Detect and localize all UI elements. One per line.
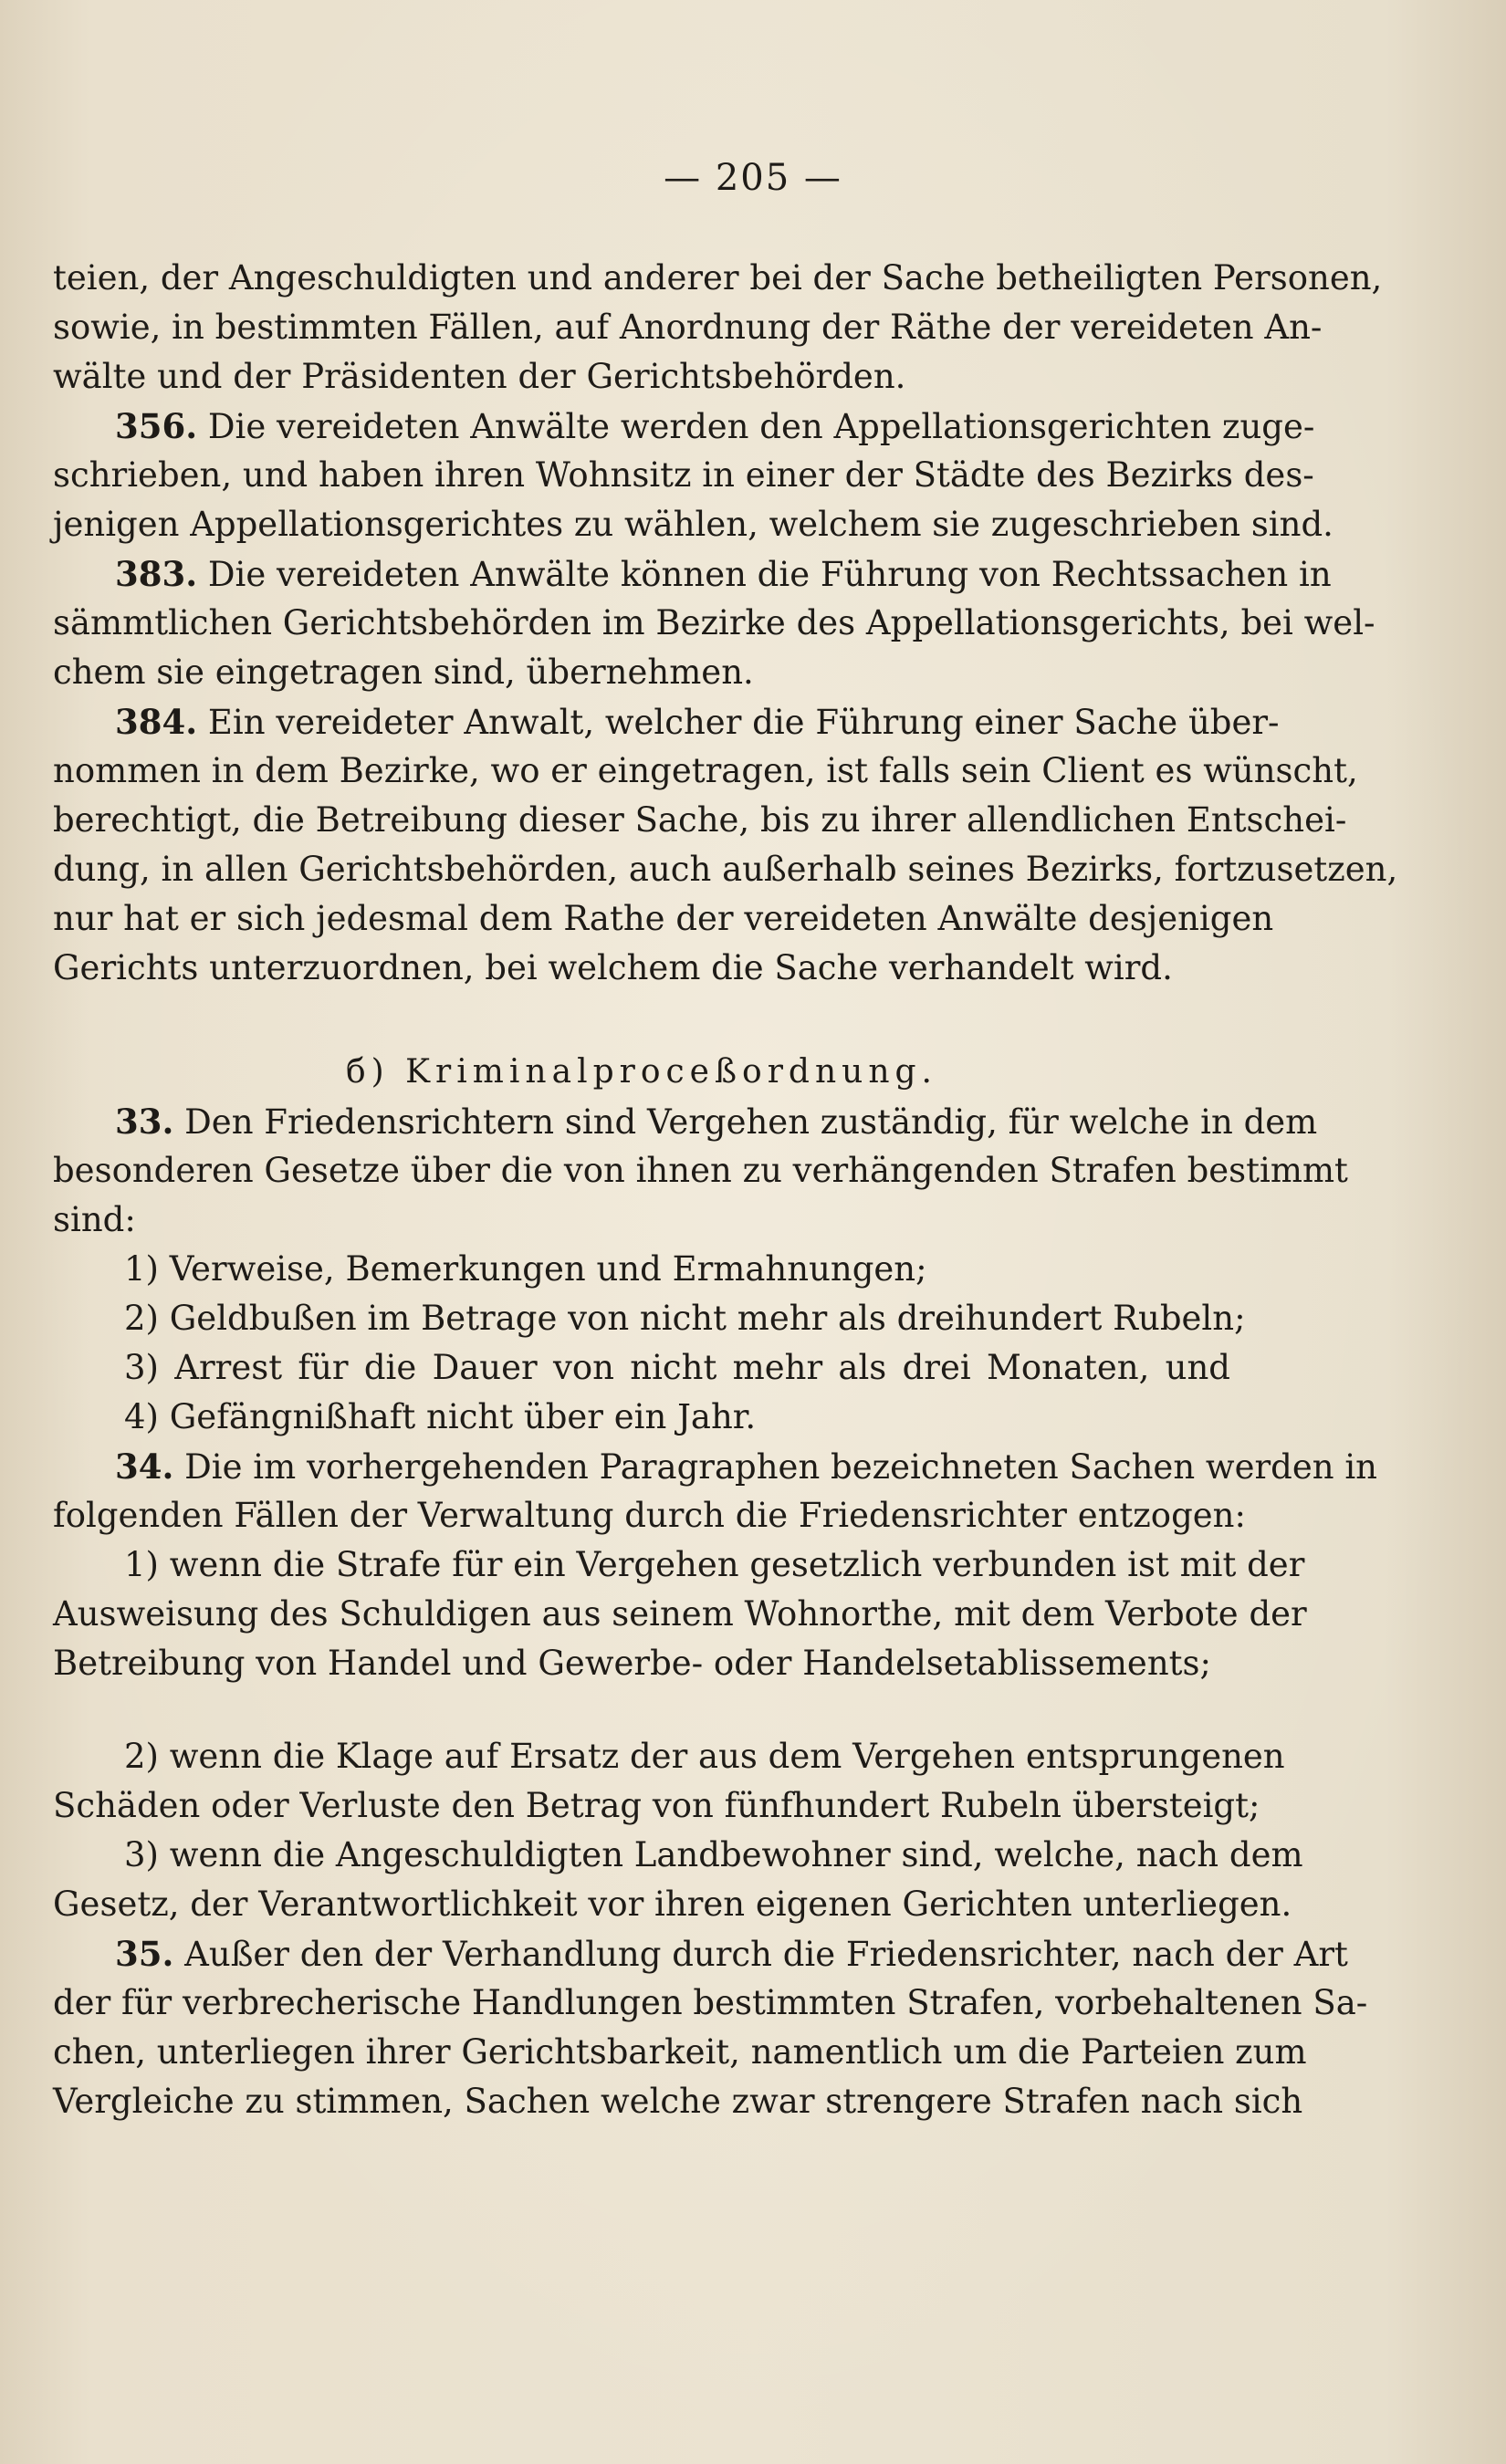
text-line: chem sie eingetragen sind, übernehmen. [53, 653, 754, 692]
text-line: folgenden Fällen der Verwaltung durch die Friedensrichter entzogen: [53, 1496, 1246, 1535]
text-span: Ein vereideter Anwalt, welcher die Führung einer Sache über- [207, 703, 1280, 742]
list-item: 1) Verweise, Bemerkungen und Ermahnungen; [124, 1249, 927, 1289]
paragraph-34 [53, 1442, 1378, 1929]
text-line [53, 402, 1315, 451]
text-line: nommen in dem Bezirke, wo er eingetragen, ist falls sein Client es wünscht, [53, 751, 1358, 790]
text-span: Die im vorhergehenden Paragraphen bezeichneten Sachen werden in [184, 1447, 1378, 1487]
spacer [53, 993, 1230, 1031]
text-line [53, 1442, 1378, 1491]
text-line: schrieben, und haben ihren Wohnsitz in einer der Städte des Bezirks des- [53, 455, 1314, 495]
text-span: Den Friedensrichtern sind Vergehen zuständig, für welche in dem [184, 1102, 1318, 1142]
spacer [53, 1688, 1230, 1732]
text-line: sämmtlichen Gerichtsbehörden im Bezirke des Appellationsgerichts, bei wel- [53, 603, 1375, 642]
list-item: 2) wenn die Klage auf Ersatz der aus dem Vergehen entsprungenen [124, 1737, 1285, 1776]
paragraph-number: 384. [115, 702, 198, 742]
paragraph-356 [53, 402, 1333, 549]
paragraph-continuation [53, 254, 1383, 402]
paragraph-number: 34. [115, 1446, 174, 1487]
text-line: sind: [53, 1200, 136, 1239]
list-item: 3) wenn die Angeschuldigten Landbewohner sind, welche, nach dem [124, 1835, 1303, 1874]
paragraph-383 [53, 549, 1375, 697]
text-line: teien, der Angeschuldigten und anderer bei der Sache betheiligten Personen, [53, 258, 1383, 298]
text-line: berechtigt, die Betreibung dieser Sache, bis zu ihrer allendlichen Entschei- [53, 800, 1347, 840]
paragraph-number: 356. [115, 406, 198, 446]
list-item: 4) Gefängnißhaft nicht über ein Jahr. [124, 1397, 757, 1436]
text-line [53, 1929, 1348, 1979]
paragraph-33 [53, 1097, 1348, 1442]
text-line: Gerichts unterzuordnen, bei welchem die Sache verhandelt wird. [53, 948, 1173, 987]
list-item: 1) wenn die Strafe für ein Vergehen gesetzlich verbunden ist mit der [124, 1545, 1305, 1584]
list-item: 2) Geldbußen im Betrage von nicht mehr als dreihundert Rubeln; [124, 1299, 1246, 1338]
body-text [53, 254, 1398, 2126]
text-line [53, 697, 1280, 747]
paragraph-number: 33. [115, 1101, 174, 1142]
text-line: Schäden oder Verluste den Betrag von fünfhundert Rubeln übersteigt; [53, 1786, 1260, 1825]
text-line: besonderen Gesetze über die von ihnen zu verhängenden Strafen bestimmt [53, 1151, 1348, 1190]
text-line: chen, unterliegen ihrer Gerichtsbarkeit, namentlich um die Parteien zum [53, 2032, 1307, 2072]
text-span: Außer den der Verhandlung durch die Friedensrichter, nach der Art [184, 1935, 1348, 1974]
text-line: jenigen Appellationsgerichtes zu wählen, welchem sie zugeschrieben sind. [53, 505, 1333, 544]
text-line: Betreibung von Handel und Gewerbe- oder Handelsetablissements; [53, 1644, 1211, 1683]
text-line: sowie, in bestimmten Fällen, auf Anordnung der Räthe der vereideten An- [53, 308, 1323, 347]
section-heading: б) Kriminalproceßordnung. [345, 1053, 937, 1091]
page-header [0, 157, 1506, 199]
text-line [53, 549, 1332, 599]
text-span: Die vereideten Anwälte können die Führung von Rechtssachen in [207, 555, 1332, 594]
text-line: der für verbrecherische Handlungen bestimmten Strafen, vorbehaltenen Sa- [53, 1983, 1368, 2022]
text-line: dung, in allen Gerichtsbehörden, auch außerhalb seines Bezirks, fortzusetzen, [53, 850, 1398, 889]
text-line: Ausweisung des Schuldigen aus seinem Wohnorthe, mit dem Verbote der [53, 1594, 1307, 1634]
paragraph-35 [53, 1929, 1368, 2126]
text-span: Die vereideten Anwälte werden den Appellationsgerichten zuge- [207, 407, 1315, 446]
text-line: Vergleiche zu stimmen, Sachen welche zwar strengere Strafen nach sich [53, 2082, 1303, 2121]
text-line [53, 1097, 1318, 1146]
paragraph-number: 35. [115, 1934, 174, 1974]
text-line: nur hat er sich jedesmal dem Rathe der vereideten Anwälte desjenigen [53, 899, 1274, 938]
paragraph-384 [53, 697, 1398, 993]
paragraph-number: 383. [115, 554, 198, 594]
list-item: 3) Arrest für die Dauer von nicht mehr als drei Monaten, und [124, 1348, 1230, 1387]
text-line: wälte und der Präsidenten der Gerichtsbehörden. [53, 357, 906, 396]
text-line: Gesetz, der Verantwortlichkeit vor ihren eigenen Gerichten unterliegen. [53, 1885, 1292, 1924]
page-number: — 205 — [664, 157, 842, 199]
